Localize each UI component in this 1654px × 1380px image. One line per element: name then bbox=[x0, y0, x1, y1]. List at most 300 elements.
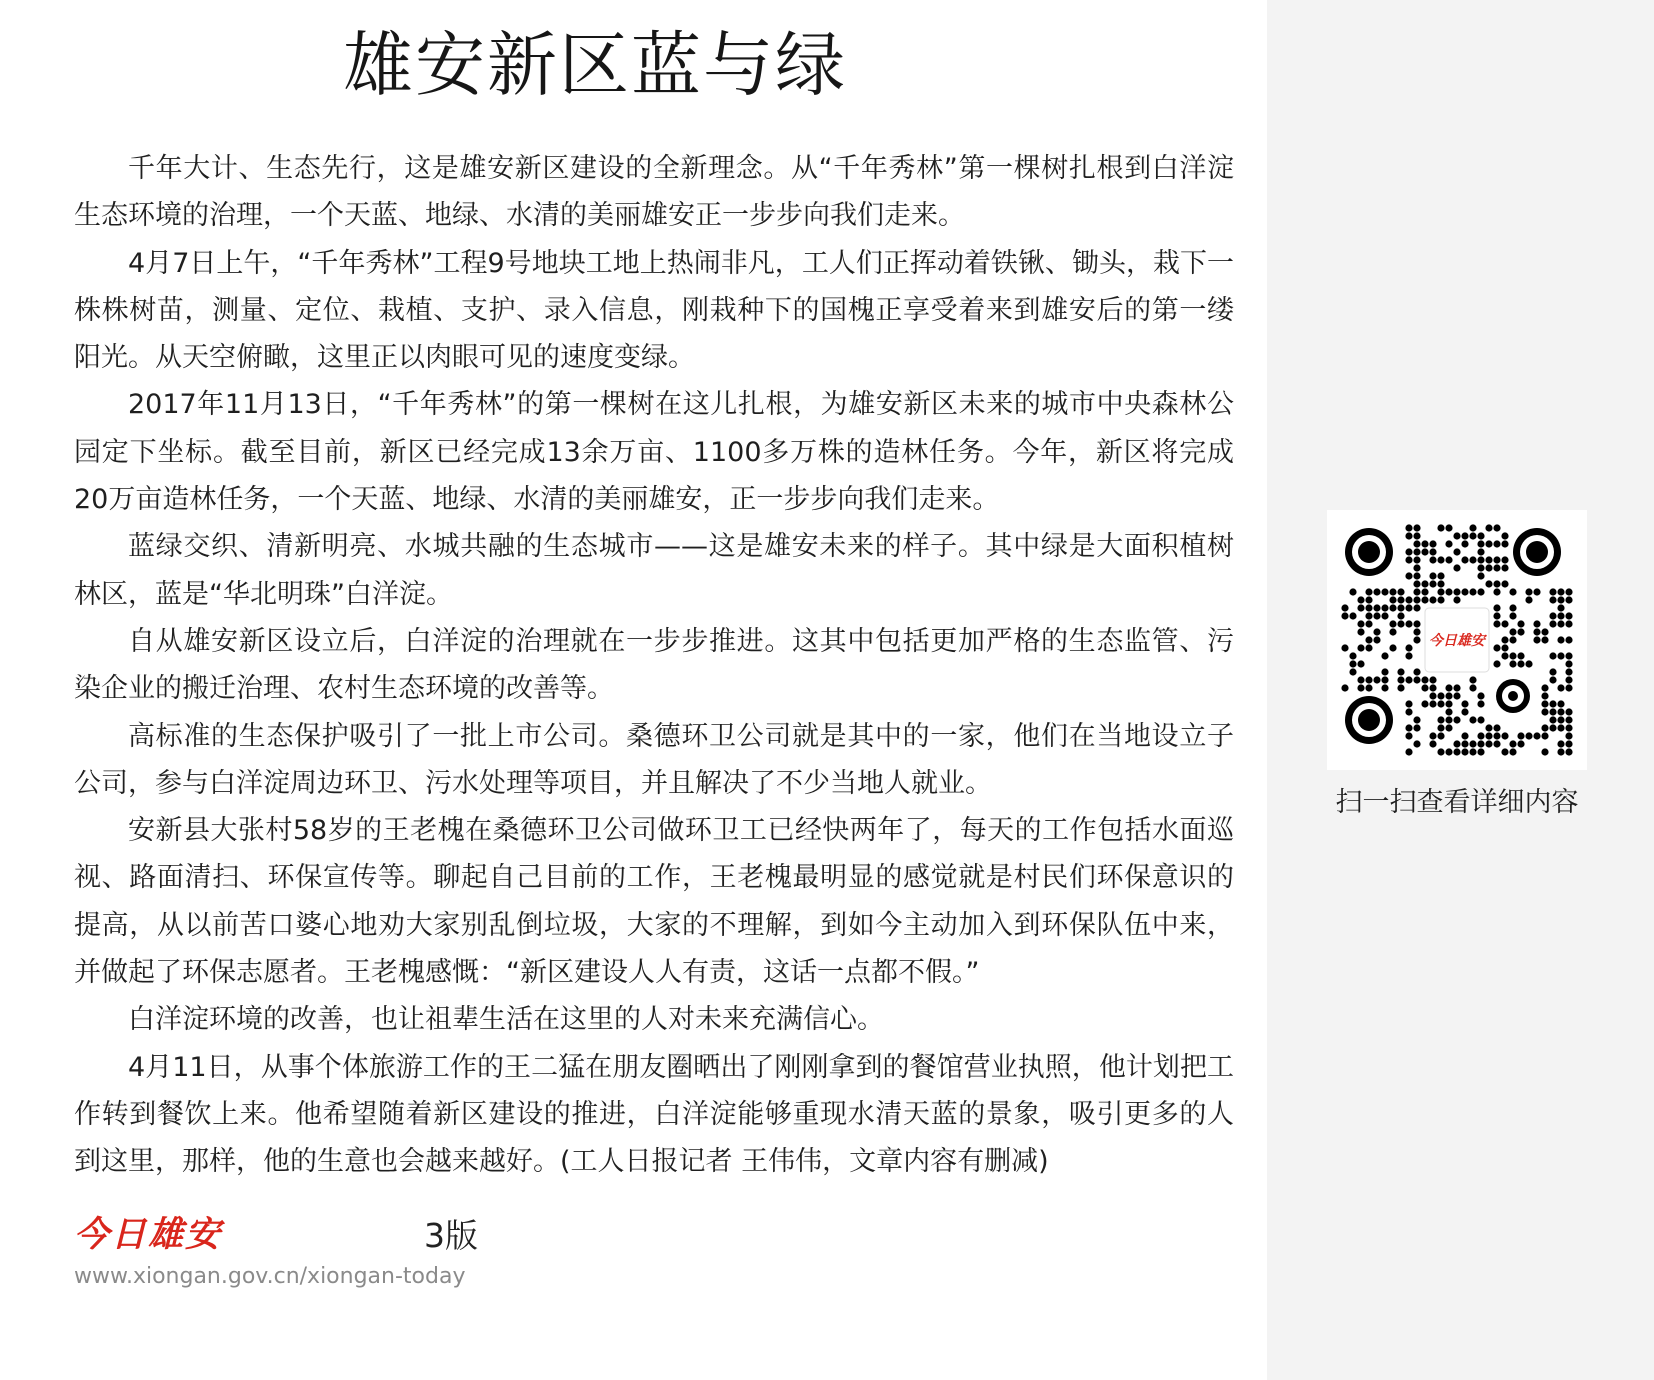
qr-module bbox=[1453, 692, 1460, 699]
article-paragraph: 自从雄安新区设立后，白洋淀的治理就在一步步推进。这其中包括更加严格的生态监管、污染企业的搬迁治理、农村生态环境的改善等。 bbox=[74, 625, 1234, 705]
qr-module bbox=[1509, 740, 1516, 747]
qr-module bbox=[1477, 540, 1484, 547]
qr-module bbox=[1397, 604, 1404, 611]
qr-module bbox=[1549, 612, 1556, 619]
qr-module bbox=[1477, 740, 1484, 747]
qr-module bbox=[1405, 524, 1412, 531]
qr-module bbox=[1509, 748, 1516, 755]
qr-module bbox=[1341, 644, 1348, 651]
qr-module bbox=[1413, 740, 1420, 747]
qr-module bbox=[1493, 556, 1500, 563]
qr-module bbox=[1565, 732, 1572, 739]
qr-module bbox=[1429, 692, 1436, 699]
page-number: 3版 bbox=[424, 1216, 478, 1255]
qr-module bbox=[1453, 684, 1460, 691]
qr-finder-inner bbox=[1358, 541, 1380, 563]
qr-module bbox=[1501, 532, 1508, 539]
qr-module bbox=[1541, 748, 1548, 755]
qr-module bbox=[1365, 684, 1372, 691]
article-paragraph: 4月7日上午，“千年秀林”工程9号地块工地上热闹非凡，工人们正挥动着铁锹、锄头，栽下一株株树苗，测量、定位、栽植、支护、录入信息，刚栽种下的国槐正享受着来到雄安后的第一缕阳光。从天空俯瞰，这里正以肉眼可见的速度变绿。 bbox=[74, 247, 1234, 374]
qr-module bbox=[1461, 740, 1468, 747]
qr-module bbox=[1541, 700, 1548, 707]
qr-module bbox=[1381, 604, 1388, 611]
qr-module bbox=[1405, 700, 1412, 707]
qr-module bbox=[1565, 612, 1572, 619]
qr-module bbox=[1429, 580, 1436, 587]
qr-module bbox=[1485, 732, 1492, 739]
qr-module bbox=[1517, 628, 1524, 635]
qr-module bbox=[1381, 612, 1388, 619]
qr-module bbox=[1413, 588, 1420, 595]
qr-module bbox=[1349, 588, 1356, 595]
footer-brand bbox=[74, 1213, 494, 1293]
qr-module bbox=[1389, 588, 1396, 595]
qr-module bbox=[1469, 556, 1476, 563]
qr-module bbox=[1509, 636, 1516, 643]
qr-module bbox=[1565, 708, 1572, 715]
qr-module bbox=[1421, 580, 1428, 587]
qr-module bbox=[1445, 716, 1452, 723]
qr-caption: 扫一扫查看详细内容 bbox=[1335, 787, 1579, 818]
qr-module bbox=[1413, 604, 1420, 611]
qr-module bbox=[1549, 652, 1556, 659]
qr-module bbox=[1549, 708, 1556, 715]
qr-module bbox=[1509, 604, 1516, 611]
qr-module bbox=[1557, 700, 1564, 707]
article-paragraph: 蓝绿交织、清新明亮、水城共融的生态城市——这是雄安未来的样子。其中绿是大面积植树林区，蓝是“华北明珠”白洋淀。 bbox=[74, 531, 1234, 610]
qr-module bbox=[1445, 588, 1452, 595]
qr-module bbox=[1365, 596, 1372, 603]
qr-module bbox=[1541, 636, 1548, 643]
qr-module bbox=[1557, 684, 1564, 691]
qr-module bbox=[1349, 668, 1356, 675]
qr-module bbox=[1341, 612, 1348, 619]
qr-module bbox=[1437, 732, 1444, 739]
qr-module bbox=[1357, 620, 1364, 627]
qr-module bbox=[1461, 732, 1468, 739]
qr-module bbox=[1493, 740, 1500, 747]
qr-module bbox=[1405, 652, 1412, 659]
qr-module bbox=[1541, 708, 1548, 715]
qr-module bbox=[1365, 588, 1372, 595]
qr-module bbox=[1397, 588, 1404, 595]
qr-module bbox=[1373, 676, 1380, 683]
qr-module bbox=[1453, 716, 1460, 723]
qr-module bbox=[1349, 660, 1356, 667]
qr-module bbox=[1517, 620, 1524, 627]
qr-module bbox=[1413, 724, 1420, 731]
qr-module bbox=[1477, 732, 1484, 739]
qr-module bbox=[1405, 708, 1412, 715]
qr-module bbox=[1429, 548, 1436, 555]
qr-code-graphic bbox=[1327, 510, 1587, 770]
qr-module bbox=[1541, 692, 1548, 699]
qr-module bbox=[1421, 684, 1428, 691]
qr-module bbox=[1413, 564, 1420, 571]
qr-module bbox=[1429, 596, 1436, 603]
qr-module bbox=[1381, 668, 1388, 675]
qr-module bbox=[1413, 524, 1420, 531]
qr-module bbox=[1413, 620, 1420, 627]
qr-module bbox=[1469, 588, 1476, 595]
qr-module bbox=[1565, 748, 1572, 755]
qr-module bbox=[1445, 708, 1452, 715]
qr-module bbox=[1437, 524, 1444, 531]
qr-module bbox=[1429, 556, 1436, 563]
qr-module bbox=[1429, 732, 1436, 739]
qr-module bbox=[1437, 580, 1444, 587]
qr-module bbox=[1445, 700, 1452, 707]
qr-module bbox=[1413, 668, 1420, 675]
qr-module bbox=[1533, 588, 1540, 595]
qr-module bbox=[1501, 652, 1508, 659]
qr-module bbox=[1437, 556, 1444, 563]
qr-module bbox=[1373, 636, 1380, 643]
qr-module bbox=[1501, 620, 1508, 627]
qr-module bbox=[1557, 588, 1564, 595]
qr-module bbox=[1445, 724, 1452, 731]
qr-module bbox=[1517, 660, 1524, 667]
qr-module bbox=[1365, 644, 1372, 651]
qr-module bbox=[1541, 628, 1548, 635]
qr-module bbox=[1421, 588, 1428, 595]
qr-module bbox=[1517, 740, 1524, 747]
qr-module bbox=[1493, 524, 1500, 531]
article-paragraph: 白洋淀环境的改善，也让祖辈生活在这里的人对未来充满信心。 bbox=[128, 1004, 884, 1036]
qr-module bbox=[1397, 612, 1404, 619]
qr-module bbox=[1453, 740, 1460, 747]
qr-module bbox=[1461, 532, 1468, 539]
qr-module bbox=[1565, 724, 1572, 731]
qr-module bbox=[1501, 540, 1508, 547]
qr-module bbox=[1493, 564, 1500, 571]
qr-module bbox=[1365, 620, 1372, 627]
qr-module bbox=[1429, 572, 1436, 579]
qr-module bbox=[1397, 596, 1404, 603]
qr-module bbox=[1373, 628, 1380, 635]
qr-module bbox=[1509, 660, 1516, 667]
qr-module bbox=[1485, 740, 1492, 747]
qr-module bbox=[1429, 540, 1436, 547]
qr-module bbox=[1469, 748, 1476, 755]
qr-module bbox=[1461, 588, 1468, 595]
qr-module bbox=[1525, 732, 1532, 739]
qr-module bbox=[1493, 724, 1500, 731]
qr-module bbox=[1413, 636, 1420, 643]
qr-module bbox=[1469, 684, 1476, 691]
qr-module bbox=[1453, 748, 1460, 755]
qr-module bbox=[1349, 652, 1356, 659]
brand-logo: 今日雄安 bbox=[74, 1214, 223, 1255]
qr-module bbox=[1493, 604, 1500, 611]
qr-module bbox=[1413, 716, 1420, 723]
qr-alignment-inner bbox=[1508, 691, 1518, 701]
qr-module bbox=[1397, 620, 1404, 627]
qr-module bbox=[1381, 652, 1388, 659]
qr-module bbox=[1501, 732, 1508, 739]
qr-module bbox=[1357, 628, 1364, 635]
qr-module bbox=[1477, 692, 1484, 699]
qr-module bbox=[1413, 572, 1420, 579]
qr-finder-inner bbox=[1358, 709, 1380, 731]
qr-module bbox=[1509, 612, 1516, 619]
qr-module bbox=[1565, 716, 1572, 723]
qr-module bbox=[1453, 532, 1460, 539]
qr-module bbox=[1437, 724, 1444, 731]
qr-module bbox=[1477, 548, 1484, 555]
qr-module bbox=[1509, 588, 1516, 595]
qr-module bbox=[1405, 620, 1412, 627]
qr-module bbox=[1405, 724, 1412, 731]
qr-module bbox=[1533, 732, 1540, 739]
qr-module bbox=[1405, 572, 1412, 579]
qr-module bbox=[1349, 612, 1356, 619]
article-paragraph: 安新县大张村58岁的王老槐在桑德环卫公司做环卫工已经快两年了，每天的工作包括水面巡视、路面清扫、环保宣传等。聊起自己目前的工作，王老槐最明显的感觉就是村民们环保意识的提高，从以前苦口婆心地劝大家别乱倒垃圾，大家的不理解，到如今主动加入到环保队伍中来，并做起了环保志愿者。王老槐感慨：“新区建设人人有责，这话一点都不假。” bbox=[74, 815, 1234, 989]
qr-module bbox=[1565, 596, 1572, 603]
qr-module bbox=[1429, 684, 1436, 691]
qr-module bbox=[1445, 540, 1452, 547]
qr-module bbox=[1469, 740, 1476, 747]
qr-module bbox=[1557, 652, 1564, 659]
qr-module bbox=[1493, 580, 1500, 587]
qr-module bbox=[1461, 556, 1468, 563]
qr-center-logo-icon: 今日雄安 bbox=[1429, 633, 1485, 649]
qr-module bbox=[1373, 604, 1380, 611]
qr-code-icon[interactable] bbox=[1327, 510, 1587, 770]
qr-module bbox=[1501, 580, 1508, 587]
qr-module bbox=[1381, 684, 1388, 691]
qr-module bbox=[1517, 732, 1524, 739]
qr-module bbox=[1557, 748, 1564, 755]
qr-module bbox=[1557, 716, 1564, 723]
qr-module bbox=[1413, 556, 1420, 563]
qr-module bbox=[1493, 612, 1500, 619]
page-title: 雄安新区蓝与绿 bbox=[343, 24, 847, 106]
qr-module bbox=[1565, 636, 1572, 643]
qr-module bbox=[1429, 676, 1436, 683]
qr-module bbox=[1557, 612, 1564, 619]
qr-module bbox=[1461, 748, 1468, 755]
qr-module bbox=[1557, 596, 1564, 603]
qr-module bbox=[1493, 660, 1500, 667]
article-paragraph: 千年大计、生态先行，这是雄安新区建设的全新理念。从“千年秀林”第一棵树扎根到白洋淀生态环境的治理，一个天蓝、地绿、水清的美丽雄安正一步步向我们走来。 bbox=[74, 153, 1234, 232]
qr-module bbox=[1501, 748, 1508, 755]
qr-finder-inner bbox=[1526, 541, 1548, 563]
qr-module bbox=[1445, 692, 1452, 699]
qr-module bbox=[1549, 596, 1556, 603]
qr-module bbox=[1365, 612, 1372, 619]
side-panel bbox=[1267, 0, 1654, 1380]
qr-module bbox=[1453, 588, 1460, 595]
qr-module bbox=[1397, 684, 1404, 691]
qr-module bbox=[1357, 604, 1364, 611]
qr-module bbox=[1565, 588, 1572, 595]
article-paragraph: 2017年11月13日，“千年秀林”的第一棵树在这儿扎根，为雄安新区未来的城市中央森林公园定下坐标。截至目前，新区已经完成13余万亩、1100多万株的造林任务。今年，新区将完成20万亩造林任务，一个天蓝、地绿、水清的美丽雄安，正一步步向我们走来。 bbox=[74, 389, 1234, 516]
qr-module bbox=[1453, 564, 1460, 571]
qr-module bbox=[1413, 628, 1420, 635]
qr-module bbox=[1357, 596, 1364, 603]
qr-module bbox=[1405, 644, 1412, 651]
qr-module bbox=[1485, 580, 1492, 587]
qr-module bbox=[1445, 748, 1452, 755]
qr-module bbox=[1421, 548, 1428, 555]
qr-module bbox=[1445, 684, 1452, 691]
qr-module bbox=[1469, 676, 1476, 683]
qr-module bbox=[1437, 596, 1444, 603]
qr-module bbox=[1549, 716, 1556, 723]
qr-module bbox=[1549, 700, 1556, 707]
qr-module bbox=[1365, 676, 1372, 683]
qr-module bbox=[1525, 660, 1532, 667]
qr-module bbox=[1469, 532, 1476, 539]
qr-module bbox=[1533, 620, 1540, 627]
qr-module bbox=[1509, 628, 1516, 635]
qr-module bbox=[1477, 564, 1484, 571]
qr-module bbox=[1565, 668, 1572, 675]
qr-module bbox=[1397, 668, 1404, 675]
qr-module bbox=[1397, 676, 1404, 683]
qr-module bbox=[1357, 644, 1364, 651]
qr-module bbox=[1421, 676, 1428, 683]
qr-module bbox=[1565, 684, 1572, 691]
qr-module bbox=[1565, 740, 1572, 747]
qr-module bbox=[1477, 572, 1484, 579]
qr-module bbox=[1405, 556, 1412, 563]
qr-module bbox=[1525, 596, 1532, 603]
qr-module bbox=[1557, 636, 1564, 643]
qr-module bbox=[1389, 620, 1396, 627]
qr-module bbox=[1477, 532, 1484, 539]
qr-module bbox=[1501, 556, 1508, 563]
qr-module bbox=[1461, 540, 1468, 547]
qr-module bbox=[1565, 620, 1572, 627]
qr-module bbox=[1365, 636, 1372, 643]
qr-module bbox=[1405, 548, 1412, 555]
qr-module bbox=[1565, 676, 1572, 683]
qr-module bbox=[1477, 588, 1484, 595]
qr-module bbox=[1557, 724, 1564, 731]
qr-module bbox=[1549, 588, 1556, 595]
qr-module bbox=[1421, 540, 1428, 547]
qr-module bbox=[1373, 612, 1380, 619]
qr-module bbox=[1493, 732, 1500, 739]
qr-module bbox=[1485, 540, 1492, 547]
qr-module bbox=[1429, 740, 1436, 747]
qr-module bbox=[1437, 700, 1444, 707]
qr-module bbox=[1365, 604, 1372, 611]
qr-module bbox=[1461, 708, 1468, 715]
qr-module bbox=[1557, 620, 1564, 627]
site-url[interactable]: www.xiongan.gov.cn/xiongan-today bbox=[74, 1264, 466, 1289]
qr-module bbox=[1477, 700, 1484, 707]
qr-module bbox=[1389, 596, 1396, 603]
qr-module bbox=[1421, 700, 1428, 707]
article-body bbox=[74, 145, 1234, 1186]
qr-module bbox=[1341, 604, 1348, 611]
qr-module bbox=[1437, 748, 1444, 755]
qr-module bbox=[1469, 524, 1476, 531]
qr-module bbox=[1453, 548, 1460, 555]
article-paragraph: 4月11日，从事个体旅游工作的王二猛在朋友圈晒出了刚刚拿到的餐馆营业执照，他计划把工作转到餐饮上来。他希望随着新区建设的推进，白洋淀能够重现水清天蓝的景象，吸引更多的人到这里，那样，他的生意也会越来越好。(工人日报记者 王伟伟，文章内容有删减) bbox=[74, 1051, 1234, 1178]
qr-module bbox=[1477, 748, 1484, 755]
qr-module bbox=[1413, 532, 1420, 539]
qr-module bbox=[1525, 588, 1532, 595]
qr-module bbox=[1421, 596, 1428, 603]
qr-module bbox=[1341, 684, 1348, 691]
qr-module bbox=[1437, 716, 1444, 723]
qr-module bbox=[1477, 556, 1484, 563]
qr-module bbox=[1461, 700, 1468, 707]
qr-module bbox=[1413, 548, 1420, 555]
qr-module bbox=[1557, 740, 1564, 747]
qr-module bbox=[1437, 588, 1444, 595]
qr-module bbox=[1533, 628, 1540, 635]
qr-module bbox=[1469, 716, 1476, 723]
article-paragraph: 高标准的生态保护吸引了一批上市公司。桑德环卫公司就是其中的一家，他们在当地设立子公司，参与白洋淀周边环卫、污水处理等项目，并且解决了不少当地人就业。 bbox=[74, 720, 1234, 799]
qr-module bbox=[1437, 692, 1444, 699]
qr-module bbox=[1413, 596, 1420, 603]
qr-module bbox=[1549, 668, 1556, 675]
qr-module bbox=[1541, 684, 1548, 691]
qr-module bbox=[1429, 700, 1436, 707]
qr-module bbox=[1485, 564, 1492, 571]
qr-module bbox=[1413, 580, 1420, 587]
qr-module bbox=[1437, 572, 1444, 579]
qr-module bbox=[1501, 644, 1508, 651]
qr-module bbox=[1493, 620, 1500, 627]
qr-module bbox=[1485, 724, 1492, 731]
qr-module bbox=[1549, 724, 1556, 731]
qr-module bbox=[1549, 620, 1556, 627]
qr-module bbox=[1557, 708, 1564, 715]
qr-module bbox=[1381, 676, 1388, 683]
qr-module bbox=[1493, 588, 1500, 595]
qr-module bbox=[1541, 724, 1548, 731]
qr-module bbox=[1357, 684, 1364, 691]
qr-module bbox=[1405, 532, 1412, 539]
qr-module bbox=[1453, 596, 1460, 603]
qr-module bbox=[1445, 524, 1452, 531]
qr-module bbox=[1357, 676, 1364, 683]
qr-module bbox=[1549, 676, 1556, 683]
qr-module bbox=[1389, 604, 1396, 611]
qr-module bbox=[1565, 660, 1572, 667]
qr-module bbox=[1357, 660, 1364, 667]
qr-module bbox=[1405, 596, 1412, 603]
qr-module bbox=[1557, 604, 1564, 611]
qr-module bbox=[1413, 540, 1420, 547]
qr-module bbox=[1485, 556, 1492, 563]
qr-module bbox=[1517, 652, 1524, 659]
qr-module bbox=[1389, 628, 1396, 635]
qr-module bbox=[1501, 564, 1508, 571]
qr-module bbox=[1541, 732, 1548, 739]
qr-module bbox=[1373, 588, 1380, 595]
qr-module bbox=[1445, 556, 1452, 563]
qr-module bbox=[1509, 652, 1516, 659]
qr-module bbox=[1405, 748, 1412, 755]
qr-module bbox=[1493, 644, 1500, 651]
qr-module bbox=[1413, 676, 1420, 683]
qr-module bbox=[1405, 676, 1412, 683]
qr-module bbox=[1493, 540, 1500, 547]
qr-module bbox=[1477, 716, 1484, 723]
qr-module bbox=[1405, 732, 1412, 739]
qr-module bbox=[1405, 604, 1412, 611]
qr-module bbox=[1533, 636, 1540, 643]
qr-module bbox=[1381, 588, 1388, 595]
qr-module bbox=[1501, 636, 1508, 643]
